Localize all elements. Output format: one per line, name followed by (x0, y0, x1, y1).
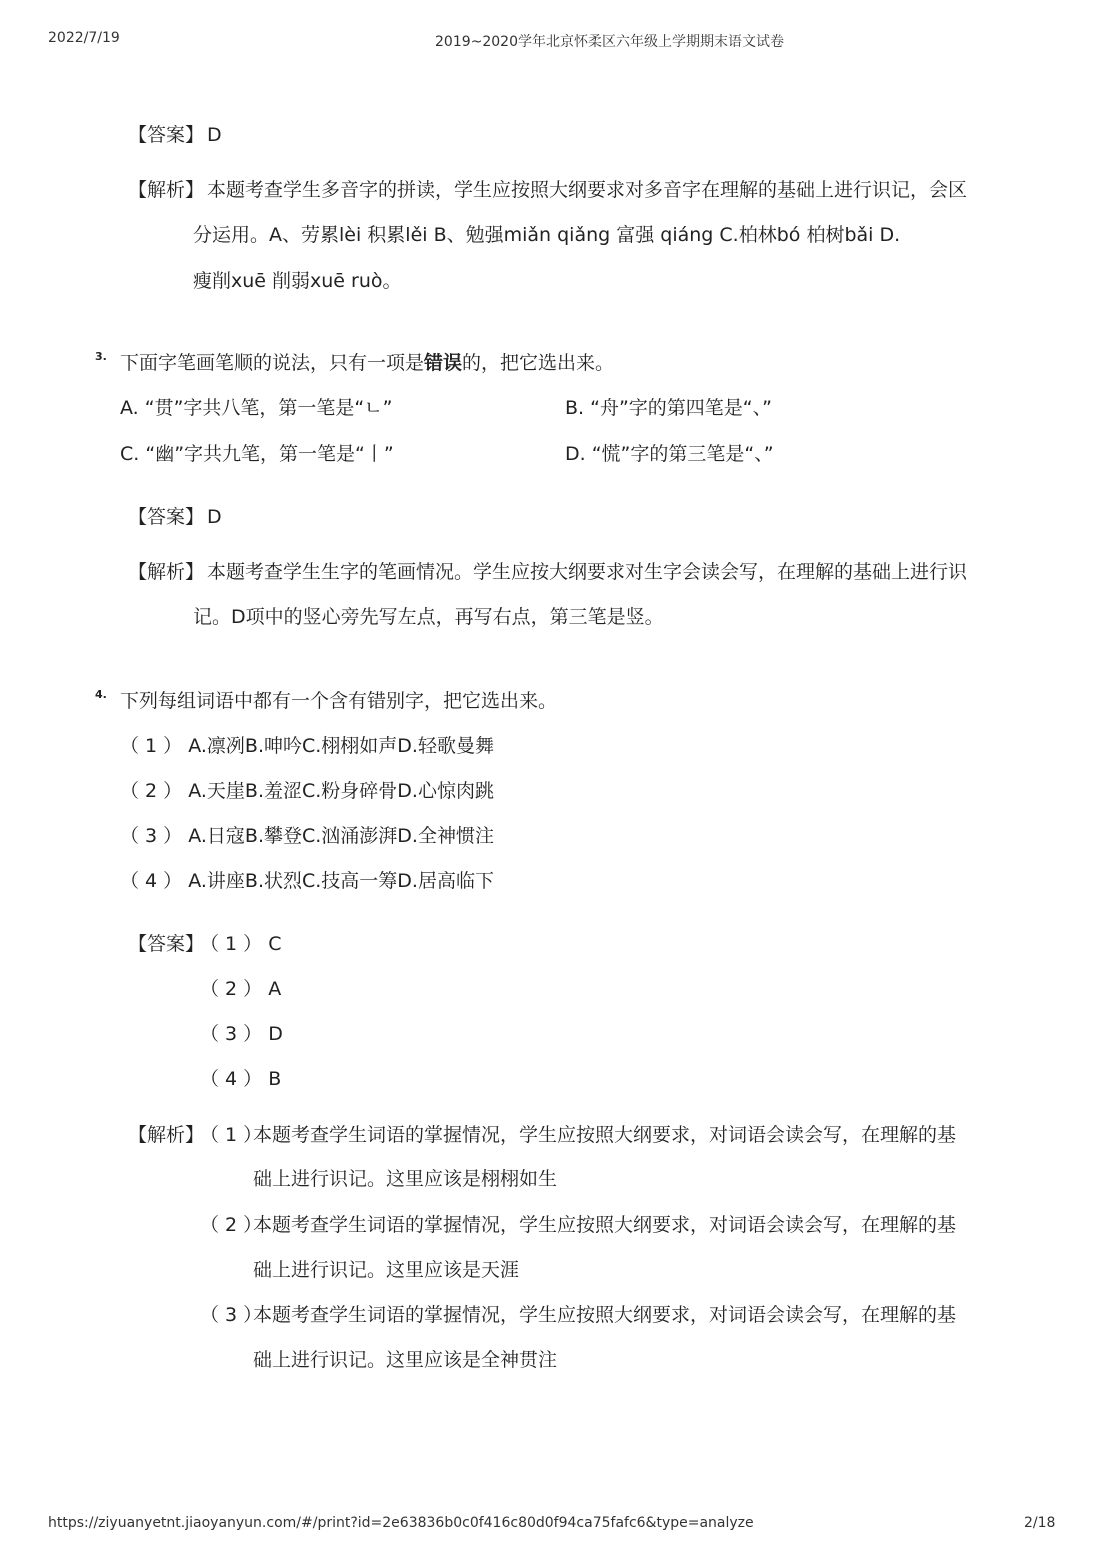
q3-analysis-label: 【解析】 (128, 561, 205, 583)
q3-analysis-line-1: 本题考查学生生字的笔画情况。学生应按大纲要求对生字会读会写，在理解的基础上进行识 (207, 561, 968, 583)
q4-item-4: （ 4 ） A.讲座B.状烈C.技高一筹D.居高临下 (120, 870, 494, 892)
q4-item-2: （ 2 ） A.天崖B.羞涩C.粉身碎骨D.心惊肉跳 (120, 780, 494, 802)
print-date: 2022/7/19 (48, 30, 120, 46)
q4-analysis-1-line-2: 础上进行识记。这里应该是栩栩如生 (253, 1168, 558, 1190)
q4-analysis-3-line-2: 础上进行识记。这里应该是全神贯注 (253, 1349, 558, 1371)
q3-option-a: A. “贯”字共八笔，第一笔是“ㄴ” (120, 397, 393, 419)
q3-stem-end: 的，把它选出来。 (462, 352, 615, 374)
q4-item-1: （ 1 ） A.凛冽B.呻吟C.栩栩如声D.轻歌曼舞 (120, 735, 494, 757)
q3-answer-label: 【答案】 (128, 506, 205, 528)
q4-analysis-1-marker: （ 1 ） (200, 1124, 263, 1146)
q4-analysis-2-marker: （ 2 ） (200, 1214, 263, 1236)
q3-option-c: C. “幽”字共九笔，第一笔是“丨” (120, 443, 394, 465)
q4-answer-1: （ 1 ） C (200, 933, 282, 955)
q4-answer-4: （ 4 ） B (200, 1068, 282, 1090)
q4-answer-3: （ 3 ） D (200, 1023, 283, 1045)
q3-stem-start: 下面字笔画笔顺的说法，只有一项是 (120, 352, 425, 374)
q4-analysis-2-line-1: 本题考查学生词语的掌握情况，学生应按照大纲要求，对词语会读会写，在理解的基 (253, 1214, 957, 1236)
footer-url[interactable]: https://ziyuanyetnt.jiaoyanyun.com/#/print?id=2e63836b0c0f416c80d0f94ca75fafc6&type=analyze (48, 1515, 754, 1531)
q3-answer: D (207, 506, 222, 528)
q4-analysis-1-line-1: 本题考查学生词语的掌握情况，学生应按照大纲要求，对词语会读会写，在理解的基 (253, 1124, 957, 1146)
q4-analysis-label: 【解析】 (128, 1124, 205, 1146)
q4-analysis-3-marker: （ 3 ） (200, 1304, 263, 1326)
q4-answer-2: （ 2 ） A (200, 978, 282, 1000)
document-title: 2019~2020学年北京怀柔区六年级上学期期末语文试卷 (435, 34, 784, 50)
q4-answer-label: 【答案】 (128, 933, 205, 955)
q2-analysis-label: 【解析】 (128, 179, 205, 201)
q4-analysis-3-line-1: 本题考查学生词语的掌握情况，学生应按照大纲要求，对词语会读会写，在理解的基 (253, 1304, 957, 1326)
q4-item-3: （ 3 ） A.日寇B.攀登C.汹涌澎湃D.全神惯注 (120, 825, 494, 847)
q4-stem: 下列每组词语中都有一个含有错别字，把它选出来。 (120, 690, 558, 712)
q4-analysis-2-line-2: 础上进行识记。这里应该是天涯 (253, 1259, 520, 1281)
q2-analysis-line-3: 瘦削xuē 削弱xuē ruò。 (193, 270, 402, 292)
page-number: 2/18 (1024, 1515, 1056, 1531)
q3-analysis-line-2: 记。D项中的竖心旁先写左点，再写右点，第三笔是竖。 (193, 606, 664, 628)
q3-option-d: D. “慌”字的第三笔是“、” (565, 443, 774, 465)
q3-stem-emphasis: 错误 (424, 352, 463, 374)
q2-answer-label: 【答案】 (128, 124, 205, 146)
q3-option-b: B. “舟”字的第四笔是“、” (565, 397, 772, 419)
q2-analysis-line-2: 分运用。A、劳累lèi 积累lěi B、勉强miǎn qiǎng 富强 qiáng C.柏林bó 柏树bǎi D. (193, 224, 901, 246)
q4-number: 4. (95, 688, 107, 701)
q3-number: 3. (95, 350, 107, 363)
q3-stem (120, 354, 614, 373)
q2-analysis-line-1: 本题考查学生多音字的拼读，学生应按照大纲要求对多音字在理解的基础上进行识记，会区 (207, 179, 968, 201)
q2-answer: D (207, 124, 222, 146)
